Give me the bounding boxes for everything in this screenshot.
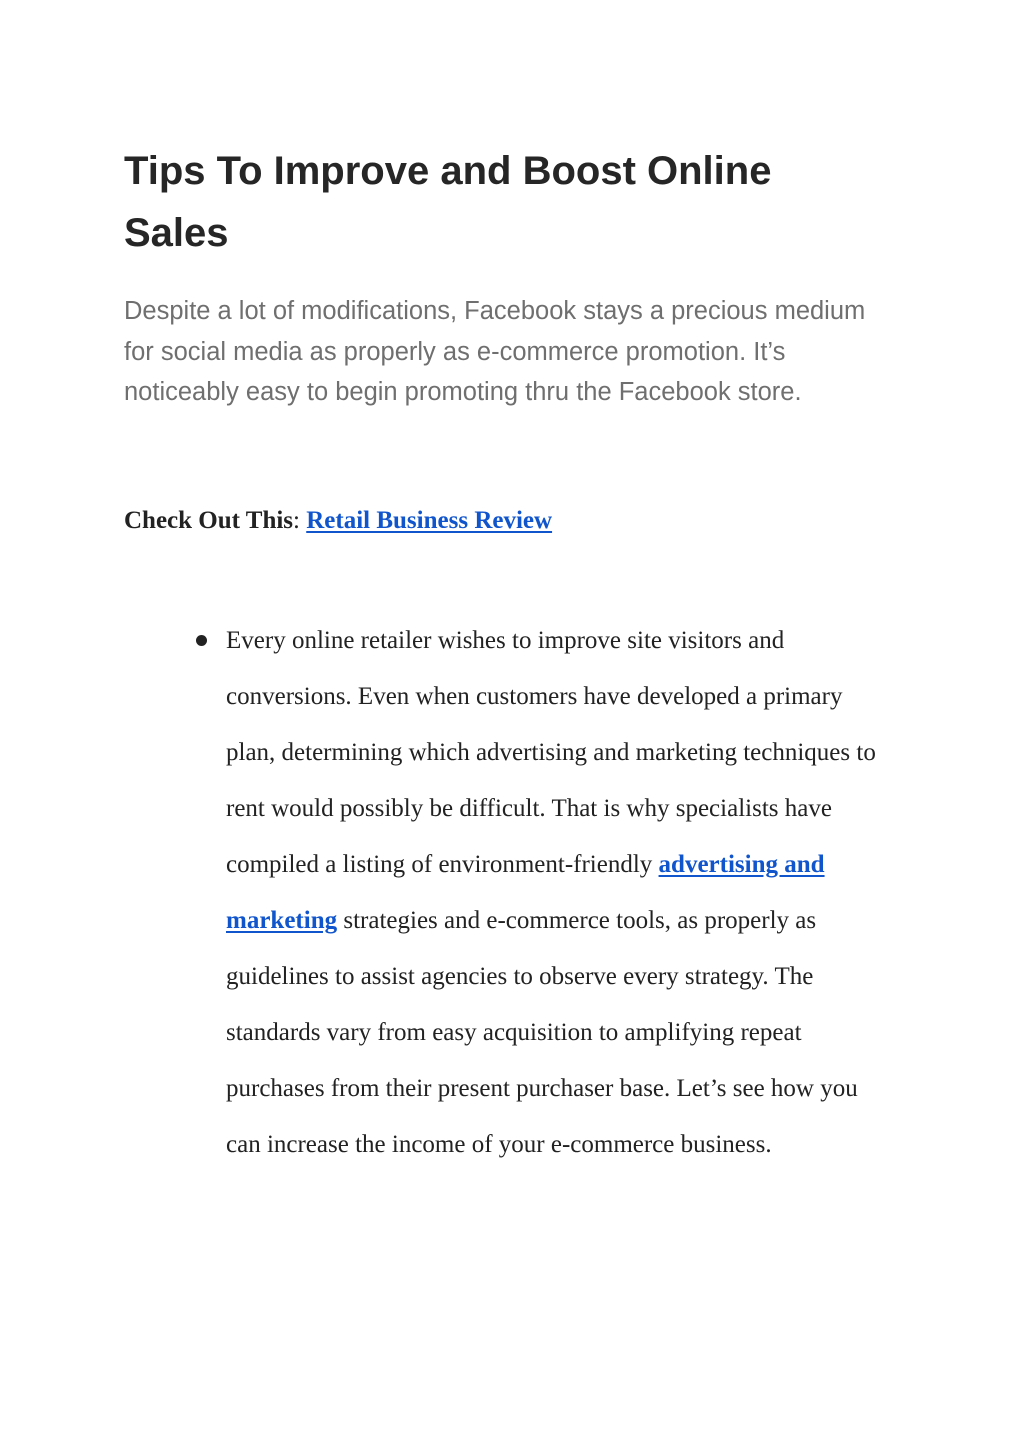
bullet-paragraph bbox=[226, 613, 891, 1173]
check-out-separator: : bbox=[293, 507, 307, 534]
intro-paragraph: Despite a lot of modifications, Facebook stays a precious medium for social media as properly as e-commerce promotion. It’s noticeably easy to begin promoting thru the Facebook store. bbox=[124, 297, 866, 406]
page-title: Tips To Improve and Boost Online Sales bbox=[124, 149, 772, 255]
bullet-text-after: strategies and e-commerce tools, as properly as guidelines to assist agencies to observe every strategy. The standards vary from easy acquisition to amplifying repeat purchases from their present purchaser base. Let’s see how you can increase the income of your e-commerce business. bbox=[226, 907, 858, 1158]
bullet-text-before: Every online retailer wishes to improve site visitors and conversions. Even when customers have developed a primary plan, determining which advertising and marketing techniques to rent would possibly be difficult. That is why specialists have compiled a listing of environment-friendly bbox=[226, 627, 876, 878]
bullet-dot-icon bbox=[196, 635, 207, 646]
check-out-label: Check Out This bbox=[124, 507, 294, 534]
check-out-line bbox=[124, 501, 884, 541]
advertising-and-marketing-link[interactable]: advertising and marketing bbox=[226, 851, 825, 934]
retail-business-review-link[interactable]: Retail Business Review bbox=[306, 507, 553, 534]
